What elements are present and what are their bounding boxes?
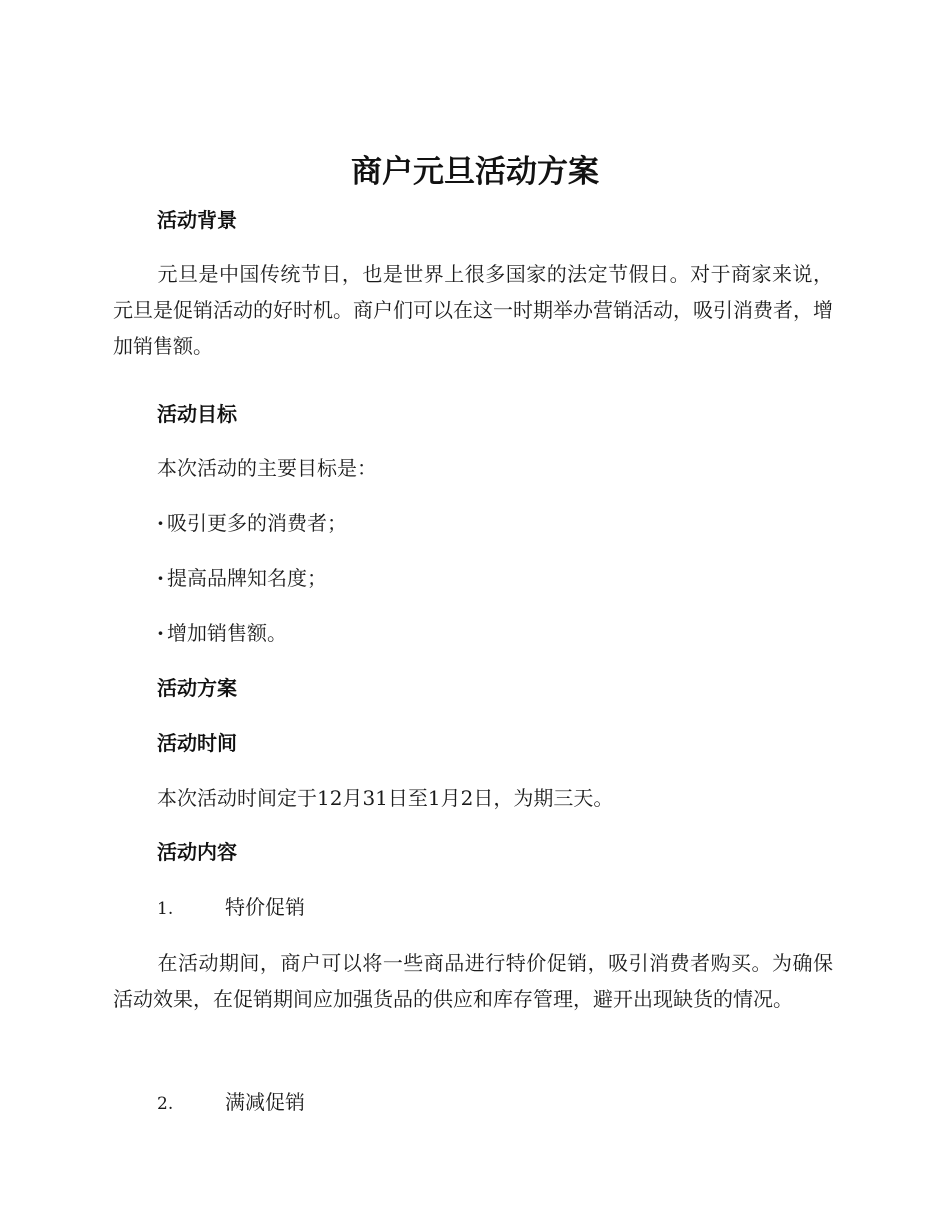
goal-bullet-text: 吸引更多的消费者； — [167, 511, 347, 535]
document-title: 商户元旦活动方案 — [351, 154, 599, 190]
item-number: 2. — [157, 1094, 174, 1114]
goal-bullet-item — [157, 563, 327, 593]
content-numbered-item — [157, 1087, 305, 1119]
content-numbered-item — [157, 892, 305, 924]
section-heading-background: 活动背景 — [157, 208, 237, 232]
section-heading-time: 活动时间 — [157, 731, 237, 755]
bullet-dot-icon: · — [157, 566, 164, 590]
item-number: 1. — [157, 899, 174, 919]
item-label: 满减促销 — [225, 1090, 305, 1114]
content-item-paragraph-text: 在活动期间，商户可以将一些商品进行特价促销，吸引消费者购买。为确保活动效果，在促销期间应加强货品的供应和库存管理，避开出现缺货的情况。 — [113, 951, 833, 1011]
goal-bullet-item — [157, 618, 287, 648]
item-label: 特价促销 — [225, 895, 305, 919]
bullet-dot-icon: · — [157, 621, 164, 645]
goal-bullet-text: 增加销售额。 — [167, 621, 287, 645]
background-paragraph-text: 元旦是中国传统节日，也是世界上很多国家的法定节假日。对于商家来说，元旦是促销活动的好时机。商户们可以在这一时期举办营销活动，吸引消费者，增加销售额。 — [113, 262, 833, 358]
content-item-paragraph — [113, 945, 833, 1017]
goal-bullet-item — [157, 508, 347, 538]
section-heading-goals: 活动目标 — [157, 402, 237, 426]
section-heading-content: 活动内容 — [157, 840, 237, 864]
goals-intro: 本次活动的主要目标是： — [157, 456, 377, 480]
time-text: 本次活动时间定于12月31日至1月2日，为期三天。 — [157, 786, 614, 810]
bullet-dot-icon: · — [157, 511, 164, 535]
section-heading-plan: 活动方案 — [157, 676, 237, 700]
goal-bullet-text: 提高品牌知名度； — [167, 566, 327, 590]
background-paragraph — [113, 256, 833, 364]
